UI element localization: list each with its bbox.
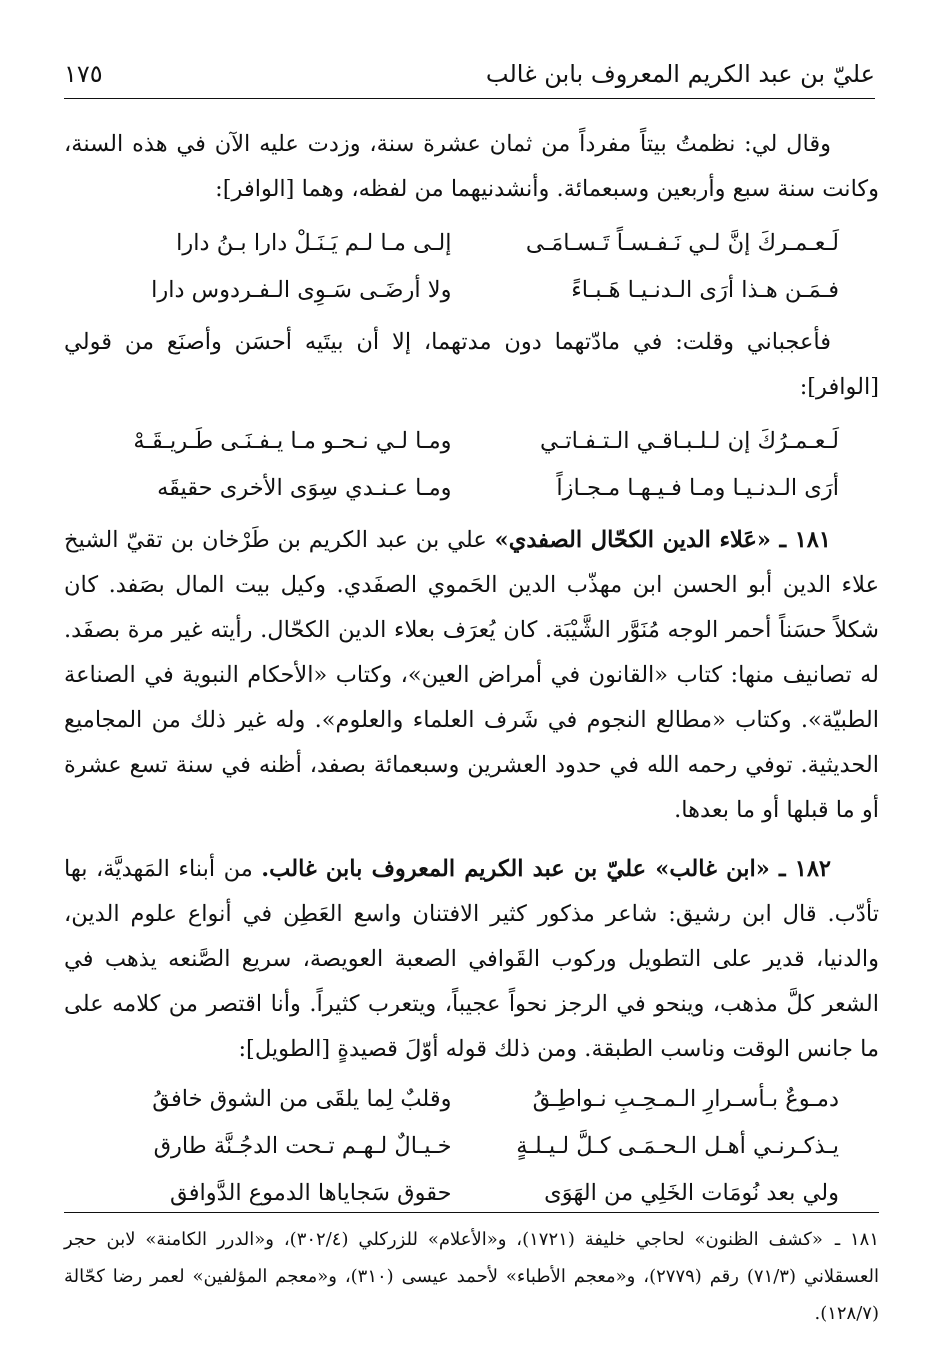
verse-second-hemistich: ومـا عـنـدي سِوَى الأخرى حقيقَه	[157, 475, 452, 501]
verse-line	[64, 1170, 879, 1217]
verse-first-hemistich: دمـوعٌ بـأسـرارِ الـمـحِـبِ نـواطِـقُ	[532, 1086, 839, 1112]
verse-first-hemistich: يـذكـرنـي أهـل الـحـمَـى كـلَّ لـيـلـةٍ	[516, 1133, 839, 1159]
entry-182-title: ١٨٢ ـ «ابن غالب» عليّ بن عبد الكريم المعروف بابن غالب.	[261, 856, 831, 882]
poem-3	[64, 1076, 879, 1217]
verse-line	[64, 418, 879, 465]
verse-first-hemistich: لَـعـمـرُكَ إن لـلـبـاقـي الـتـفـاتـي	[539, 428, 839, 454]
entry-182-text: من أبناء المَهديَّة، بها تأدّب. قال ابن رشيق: شاعر مذكور كثير الافتنان واسع العَطِن في أنواع علوم الدين، والدنيا، قدير على التطويل وركوب القَوافي الصعبة العويصة، سريع الصَّنعه يذهب في الشعر كلَّ مذهب، وينحو في الرجز نحواً عجيباً، ويتعرب كثيراً. وأنا اقتصر من كلامه على ما جانس الوقت وناسب الطبقة. ومن ذلك قوله أوّلَ قصيدةٍ [الطويل]:	[64, 856, 879, 1062]
verse-line	[64, 465, 879, 512]
footnote-181	[64, 1221, 879, 1332]
verse-second-hemistich: إلـى مـا لـم يَـنَـلْ دارا بـنُ دارا	[176, 230, 452, 256]
verse-line	[64, 1076, 879, 1123]
verse-first-hemistich: لَـعـمـركَ إنَّ لـي نَـفـسـاً تَـسـامَـى	[525, 230, 839, 256]
verse-second-hemistich: ولا أرضَـى سَـوِى الـفـردوس دارا	[151, 277, 452, 303]
verse-first-hemistich: فـمَـن هـذا أرَى الـدنـيـا هَـبـاءً	[571, 277, 839, 303]
entry-182	[64, 847, 879, 1072]
verse-second-hemistich: ومـا لـي نـحـو مـا يـفـنَـى طَـريـقَـهْ	[133, 428, 452, 454]
footnote-number: ١٨١ ـ	[834, 1229, 880, 1250]
poem-2	[64, 418, 879, 512]
entry-181	[64, 518, 879, 833]
footnote-text: «كشف الظنون» لحاجي خليفة (١٧٢١)، و«الأعلام» للزركلي (٣٠٢/٤)، و«الدرر الكامنة» لابن حجر العسقلاني (٧١/٣) رقم (٢٧٧٩)، و«معجم الأطباء» لأحمد عيسى (٣١٠)، و«معجم المؤلفين» لعمر رضا كحّالة (١٢٨/٧).	[64, 1229, 879, 1324]
verse-line	[64, 1123, 879, 1170]
verse-first-hemistich: ولي بعد نُومَات الخَلِي من الهَوَى	[544, 1180, 839, 1206]
verse-second-hemistich: حقوق سَجاياها الدموع الدَّوافق	[170, 1180, 452, 1206]
paragraph-intro: وقال لي: نظمتُ بيتاً مفرداً من ثمان عشرة سنة، وزدت عليه الآن في هذه السنة، وكانت سنة سبع وأربعين وسبعمائة. وأنشدنيهما من لفظه، وهما [الوافر]:	[64, 131, 879, 202]
verse-line	[64, 267, 879, 314]
verse-first-hemistich: أرَى الـدنـيـا ومـا فـيـهـا مـجـازاً	[556, 475, 839, 501]
paragraph-response: فأعجباني وقلت: في مادّتهما دون مدتهما، إلا أن بيتَيه أحسَن وأصنَع من قولي [الوافر]:	[64, 329, 879, 400]
footnotes	[64, 1212, 879, 1332]
page-header	[64, 58, 875, 99]
entry-181-title: ١٨١ ـ «عَلاء الدين الكحّال الصفدي»	[494, 527, 831, 553]
poem-1	[64, 220, 879, 314]
verse-second-hemistich: خـيـالٌ لـهـم تـحت الدجُـنَّة طارق	[153, 1133, 452, 1159]
page-body	[64, 122, 879, 1219]
verse-line	[64, 220, 879, 267]
running-title: عليّ بن عبد الكريم المعروف بابن غالب	[485, 60, 875, 88]
entry-181-text: علي بن عبد الكريم بن طَرْخان بن تقيّ الشيخ علاء الدين أبو الحسن ابن مهذّب الدين الحَموي الصفَدي. وكيل بيت المال بصَفد. كان شكلاً حسَناً أحمر الوجه مُنَوَّر الشَّيْبَة. كان يُعرَف بعلاء الدين الكحّال. رأيته غير مرة بصفَد. له تصانيف منها: كتاب «القانون في أمراض العين»، وكتاب «الأحكام النبوية في الصناعة الطبيّة». وكتاب «مطالع النجوم في شَرف العلماء والعلوم». وله غير ذلك من المجاميع الحديثية. توفي رحمه الله في حدود العشرين وسبعمائة بصفد، أظنه في سنة تسع عشرة أو ما قبلها أو ما بعدها.	[64, 527, 879, 823]
verse-second-hemistich: وقلبٌ لِما يلقَى من الشوق خافقُ	[152, 1086, 452, 1112]
page-number: ١٧٥	[64, 60, 103, 88]
